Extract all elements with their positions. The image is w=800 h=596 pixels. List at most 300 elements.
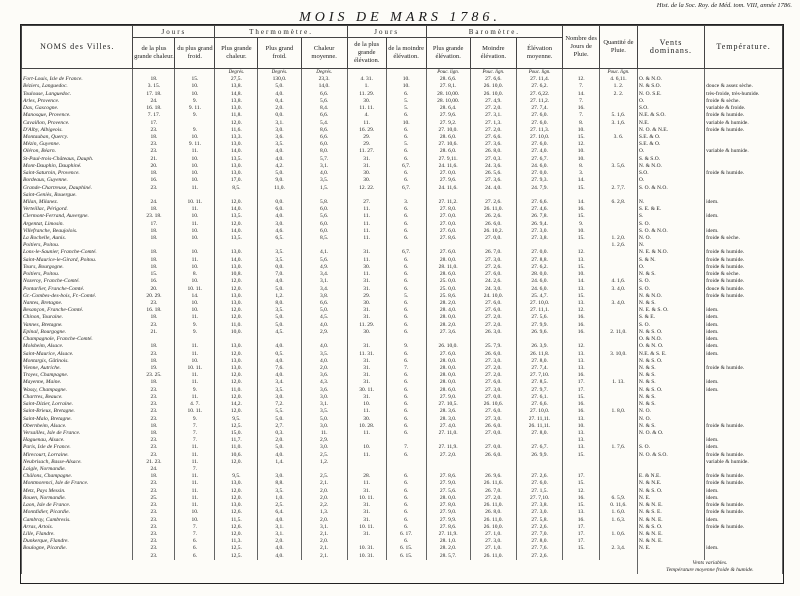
unit-degres: Degrés. (301, 69, 347, 77)
rain-quantity (600, 437, 638, 444)
winds: N. & S. (637, 271, 704, 278)
day-coldest: 14. (175, 293, 215, 300)
unit-degres: Degrés. (258, 69, 301, 77)
day-baro-low: 5. (386, 105, 426, 112)
rain-quantity (600, 423, 638, 430)
therm-min: 3,1. (258, 531, 301, 538)
baro-mean: 27. 9,3. (516, 177, 562, 184)
winds: N. O. (637, 235, 704, 242)
day-baro-low: 6. (386, 495, 426, 502)
day-coldest: 10. (175, 177, 215, 184)
table-row (22, 379, 783, 386)
city-name: Mirecourt, Lorraine. (22, 452, 133, 459)
table-row (22, 235, 783, 242)
day-hottest: 24. (133, 98, 175, 105)
baro-min: 24. 3,0. (470, 286, 516, 293)
day-coldest: 7. (175, 524, 215, 531)
rain-days: 16. (563, 401, 600, 408)
therm-mean: 1,2. (301, 459, 347, 466)
rain-quantity (600, 170, 638, 177)
baro-min: 26. 11,0. (470, 517, 516, 524)
temperature-desc: froide & humide. (705, 509, 783, 516)
table-row (22, 430, 783, 437)
rain-quantity (600, 358, 638, 365)
winds (637, 437, 704, 444)
temperature-desc (705, 206, 783, 213)
winds: N. & N. E. (637, 517, 704, 524)
day-baro-low: 6. (386, 517, 426, 524)
therm-max (215, 192, 258, 199)
day-coldest: 7. (175, 531, 215, 538)
day-hottest: 23. (133, 141, 175, 148)
temperature-desc (705, 538, 783, 545)
therm-mean: 3,1. (301, 163, 347, 170)
table-row (22, 322, 783, 329)
baro-mean: 27. 6,1. (516, 394, 562, 401)
unit-pouc-lign: Pouc. lign. (516, 69, 562, 77)
therm-mean: 8,5. (301, 235, 347, 242)
rain-quantity (600, 538, 638, 545)
day-baro-low: 6. (386, 148, 426, 155)
therm-min: 6,5. (258, 235, 301, 242)
rain-days (563, 466, 600, 473)
table-row (22, 141, 783, 148)
footer-vents: Vents variables. (637, 560, 782, 567)
therm-mean: 2,0. (301, 538, 347, 545)
rain-quantity: 3. 1,6. (600, 120, 638, 127)
baro-min: 27. 6,0. (470, 408, 516, 415)
day-baro-high: 11. 27. (347, 148, 386, 155)
therm-max: 10,6. (215, 452, 258, 459)
day-coldest: 11. (175, 488, 215, 495)
therm-min: 4,6. (258, 228, 301, 235)
winds: N. (637, 199, 704, 206)
baro-min (470, 242, 516, 249)
therm-mean: 3,8. (301, 293, 347, 300)
rain-days: 12. (563, 249, 600, 256)
baro-max: 28. 4,0. (426, 307, 470, 314)
baro-max: 28. 10,00. (426, 91, 470, 98)
baro-max: 27. 9,11. (426, 156, 470, 163)
rain-quantity (600, 416, 638, 423)
winds: N. E. & S. O. (637, 307, 704, 314)
header-therm-plus-froid: Plus grand froid. (258, 38, 301, 69)
therm-min: 4,0. (258, 452, 301, 459)
table-row (22, 105, 783, 112)
therm-min: 4,0. (258, 213, 301, 220)
day-baro-high: 31. (347, 156, 386, 163)
day-baro-high (347, 437, 386, 444)
day-hottest: 16. 18. (133, 307, 175, 314)
baro-min: 27. 3,6. (470, 141, 516, 148)
therm-mean: 2,9. (301, 329, 347, 336)
rain-quantity (600, 336, 638, 343)
footer-row (22, 567, 783, 574)
day-coldest: 6. (175, 553, 215, 560)
day-hottest: 18. (133, 249, 175, 256)
winds: O. & N.O. (637, 336, 704, 343)
running-head: Hist. de la Soc. Roy. de Méd. tom. VIII, année 1786. (656, 2, 792, 9)
baro-min: 26. 11,0. (470, 553, 516, 560)
baro-mean: 26. 3,9. (516, 343, 562, 350)
day-baro-low: 6. (386, 408, 426, 415)
table-row (22, 408, 783, 415)
therm-min (258, 242, 301, 249)
baro-mean: 27. 0,0. (516, 170, 562, 177)
therm-max: 11,0. (215, 387, 258, 394)
day-hottest: 3. 15. (133, 83, 175, 90)
header-noms: NOMS des Villes. (22, 26, 133, 69)
day-coldest: 10. (175, 278, 215, 285)
therm-max (215, 336, 258, 343)
header-quantite-pluie: Quantité de Pluie. (600, 26, 638, 69)
day-hottest: 18. (133, 170, 175, 177)
rain-quantity (600, 387, 638, 394)
day-baro-high: 12. 22. (347, 185, 386, 192)
therm-min (258, 466, 301, 473)
day-coldest: 11. (175, 314, 215, 321)
baro-mean: 27. 3,0. (516, 509, 562, 516)
baro-min: 27. 2,6. (470, 264, 516, 271)
therm-max: 13,8. (215, 83, 258, 90)
therm-max: 11,5. (215, 517, 258, 524)
therm-min: 3,4. (258, 379, 301, 386)
baro-mean: 26. 9,9. (516, 452, 562, 459)
baro-max: 27. 9,2. (426, 120, 470, 127)
baro-max: 27. 11,9. (426, 444, 470, 451)
header-temperature: Température. (705, 26, 783, 69)
baro-max: 28. 6,0. (426, 387, 470, 394)
therm-min: 1,0. (258, 495, 301, 502)
temperature-desc: froide & humide. (705, 293, 783, 300)
therm-min: 3,1. (258, 120, 301, 127)
baro-mean: 25. 4,7. (516, 293, 562, 300)
baro-min: 26. 7,0. (470, 488, 516, 495)
day-baro-high (347, 459, 386, 466)
table-row (22, 502, 783, 509)
baro-min: 27. 3,0. (470, 257, 516, 264)
baro-mean: 27. 2,6. (516, 473, 562, 480)
city-name: Montargis, Gâtinois. (22, 358, 133, 365)
table-row (22, 480, 783, 487)
baro-mean: 27. 8,0. (516, 430, 562, 437)
rain-days: 15. (563, 545, 600, 552)
rain-days: 12. (563, 343, 600, 350)
city-name: Grande-Chartreuse, Dauphiné. (22, 185, 133, 192)
rain-days: 15. (563, 134, 600, 141)
baro-min: 27. 3,0. (470, 358, 516, 365)
baro-max (426, 336, 470, 343)
therm-min: 3,6. (258, 134, 301, 141)
rain-quantity (600, 148, 638, 155)
day-coldest (175, 336, 215, 343)
rain-days: 10. (563, 271, 600, 278)
baro-mean: 27. 3,8. (516, 502, 562, 509)
day-baro-high: 31. (347, 379, 386, 386)
rain-quantity (600, 372, 638, 379)
therm-min: 11,0. (258, 185, 301, 192)
baro-max: 28. 0,0. (426, 358, 470, 365)
baro-max: 28. 0,0. (426, 372, 470, 379)
day-baro-high: 31. (347, 394, 386, 401)
day-baro-low: 7. (386, 365, 426, 372)
therm-max: 13,0. (215, 502, 258, 509)
therm-mean: 2,5. (301, 473, 347, 480)
day-baro-low: 6. (386, 379, 426, 386)
baro-mean: 24. 6,0. (516, 278, 562, 285)
page-title: MOIS DE MARS 1786. (299, 10, 501, 25)
therm-min: 8,8. (258, 480, 301, 487)
table-row (22, 358, 783, 365)
baro-min: 27. 6,0. (470, 300, 516, 307)
baro-min: 27. 3,6. (470, 177, 516, 184)
table-row (22, 423, 783, 430)
baro-min: 27. 2,0. (470, 372, 516, 379)
baro-mean: 27. 7,4. (516, 365, 562, 372)
day-hottest: 23. 18. (133, 213, 175, 220)
baro-max: 27. 6,0. (426, 249, 470, 256)
rain-days: 14. (563, 278, 600, 285)
day-baro-high: 16. 29. (347, 127, 386, 134)
day-hottest: 18. (133, 379, 175, 386)
therm-max: 14,8. (215, 91, 258, 98)
day-baro-high: 30. (347, 170, 386, 177)
rain-days: 13. (563, 257, 600, 264)
winds: S. O. (637, 278, 704, 285)
baro-min: 27. 1,0. (470, 545, 516, 552)
therm-mean: 6,6. (301, 112, 347, 119)
therm-min: 7,0. (258, 271, 301, 278)
temperature-desc: idem. (705, 444, 783, 451)
rain-quantity: 3. 5,6. (600, 163, 638, 170)
header-chaleur-moyenne: Chaleur moyenne. (301, 38, 347, 69)
temperature-desc: froide & humide. (705, 365, 783, 372)
baro-min: 26. 8,0. (470, 509, 516, 516)
city-name: Metz, Pays Messin. (22, 488, 133, 495)
winds: S. O. (637, 322, 704, 329)
baro-max: 28. 6,0. (426, 271, 470, 278)
rain-quantity: 4. 6,11. (600, 76, 638, 83)
rain-days: 13. (563, 430, 600, 437)
day-baro-low: 6. (386, 235, 426, 242)
day-baro-low: 6. (386, 416, 426, 423)
baro-mean: 27. 7,10. (516, 495, 562, 502)
therm-min: 4,0. (258, 278, 301, 285)
rain-days: 13. (563, 351, 600, 358)
day-baro-high: 31. (347, 517, 386, 524)
temperature-desc (705, 394, 783, 401)
temperature-desc: idem. (705, 307, 783, 314)
therm-max: 12,6. (215, 509, 258, 516)
baro-min: 27. 6,0. (470, 271, 516, 278)
therm-max: 12,0. (215, 199, 258, 206)
therm-min: 0,0. (258, 199, 301, 206)
winds: N. O. & N.E. (637, 127, 704, 134)
day-baro-low: 6,7. (386, 249, 426, 256)
baro-mean: 27. 11,11. (516, 416, 562, 423)
winds: S.O. (637, 170, 704, 177)
day-baro-low (386, 459, 426, 466)
day-coldest: 11. (175, 502, 215, 509)
temperature-desc (705, 156, 783, 163)
header-nombre-pluie: Nombre des Jours de Pluie. (563, 26, 600, 69)
baro-mean: 27. 11,1. (516, 307, 562, 314)
header-jours-temp: Jours (133, 26, 215, 38)
therm-min: 3,0. (258, 221, 301, 228)
therm-min: 7,2. (258, 401, 301, 408)
therm-mean (301, 242, 347, 249)
therm-max: 13,5. (215, 213, 258, 220)
rain-days: 15. (563, 452, 600, 459)
baro-min: 26. 11,6. (470, 480, 516, 487)
winds: O. (637, 177, 704, 184)
day-coldest: 11. (175, 185, 215, 192)
city-name: Arras, Artois. (22, 524, 133, 531)
therm-min (258, 336, 301, 343)
table-row (22, 437, 783, 444)
therm-max: 14,2. (215, 401, 258, 408)
day-coldest: 10. (175, 300, 215, 307)
city-name: Clermont-Ferrand, Auvergne. (22, 213, 133, 220)
baro-max: 27. 5,6. (426, 488, 470, 495)
table-row (22, 257, 783, 264)
therm-min: 4,0. (258, 517, 301, 524)
day-hottest (133, 192, 175, 199)
city-name: Montmorenci, Isle de France. (22, 480, 133, 487)
baro-max: 28. 5,7. (426, 553, 470, 560)
table-row (22, 553, 783, 560)
rain-quantity: 1. 2,0. (600, 235, 638, 242)
header-jour-moindre-elevation: de la moindre élévation. (386, 38, 426, 69)
rain-days: 15. (563, 502, 600, 509)
therm-mean: 4,0. (301, 170, 347, 177)
temperature-desc: froide & humide. (705, 249, 783, 256)
baro-max (426, 437, 470, 444)
city-name: Saint-Geniès, Rouergue. (22, 192, 133, 199)
day-baro-high: 30. (347, 177, 386, 184)
therm-min: 5,5. (258, 408, 301, 415)
therm-max: 12,0. (215, 286, 258, 293)
therm-max: 13,3. (215, 134, 258, 141)
day-hottest: 25. (133, 495, 175, 502)
winds: S. O. (637, 221, 704, 228)
header-baro-plus: Plus grande élévation. (426, 38, 470, 69)
winds: N. & S. O. (637, 524, 704, 531)
city-name: La Rochelle, Aunis. (22, 235, 133, 242)
day-baro-high: 11. 11. (347, 105, 386, 112)
winds: O. (637, 264, 704, 271)
baro-max: 27. 9,0. (426, 480, 470, 487)
day-baro-high: 30. (347, 416, 386, 423)
day-baro-high: 10. (347, 401, 386, 408)
rain-days: 3. (563, 170, 600, 177)
therm-max: 12,0. (215, 408, 258, 415)
therm-max: 13,0. (215, 141, 258, 148)
temperature-desc: idem. (705, 545, 783, 552)
day-hottest: 23. (133, 127, 175, 134)
day-hottest: 15. (133, 271, 175, 278)
therm-mean: 5,0. (301, 416, 347, 423)
therm-max: 12,0. (215, 531, 258, 538)
therm-min: 5,0. (258, 314, 301, 321)
winds: N. & N. E. (637, 531, 704, 538)
winds: S.E. & O. (637, 134, 704, 141)
day-baro-low: 6. (386, 286, 426, 293)
baro-mean: 27. 5,8. (516, 517, 562, 524)
rain-quantity (600, 293, 638, 300)
day-hottest: 23. (133, 517, 175, 524)
therm-min: 3,5. (258, 249, 301, 256)
units-row (22, 69, 783, 77)
city-name: Poitiers, Poitou. (22, 242, 133, 249)
day-baro-high: 31. (347, 343, 386, 350)
day-baro-low: 6. (386, 221, 426, 228)
table-row (22, 213, 783, 220)
baro-max: 28. 1,0. (426, 538, 470, 545)
therm-mean: 4,9. (301, 264, 347, 271)
rain-days: 7. (563, 112, 600, 119)
winds (637, 192, 704, 199)
baro-min: 27. 6,0. (470, 307, 516, 314)
therm-mean (301, 466, 347, 473)
therm-mean: 5,4. (301, 120, 347, 127)
winds: N. E. (637, 495, 704, 502)
day-hottest: 21. (133, 329, 175, 336)
table-row (22, 112, 783, 119)
baro-max: 24. 11,6. (426, 163, 470, 170)
city-name: Montauban, Quercy. (22, 134, 133, 141)
rain-days (563, 553, 600, 560)
therm-mean: 8,0. (301, 148, 347, 155)
therm-max: 14,0. (215, 257, 258, 264)
city-name: Mont-Dauphin, Dauphiné. (22, 163, 133, 170)
rain-days (563, 459, 600, 466)
winds: N. & S. (637, 401, 704, 408)
rain-days: 15. (563, 213, 600, 220)
day-baro-high: 11. (347, 235, 386, 242)
therm-max: 13,0. (215, 343, 258, 350)
baro-min: 27. 2,0. (470, 127, 516, 134)
baro-mean: 27. 6,7. (516, 444, 562, 451)
therm-min: 3,0. (258, 473, 301, 480)
baro-min: 24. 3,6. (470, 163, 516, 170)
rain-days: 12. (563, 307, 600, 314)
temperature-desc: froide & humide. (705, 127, 783, 134)
rain-days: 15. (563, 235, 600, 242)
winds: O. (637, 98, 704, 105)
city-name: Chartres, Beauce. (22, 394, 133, 401)
day-baro-low: 6. 17. (386, 531, 426, 538)
city-name: Chinon, Touraine. (22, 314, 133, 321)
day-coldest: 9. 11. (175, 141, 215, 148)
baro-max: 27. 8,6. (426, 235, 470, 242)
day-hottest: 16. (133, 177, 175, 184)
header-baro-moyenne: Élévation moyenne. (516, 38, 562, 69)
therm-max: 11,8. (215, 112, 258, 119)
therm-max: 13,0. (215, 365, 258, 372)
day-coldest: 10. (175, 249, 215, 256)
baro-max: 25. 0,0. (426, 278, 470, 285)
baro-max: 27. 0,0. (426, 213, 470, 220)
therm-min: 4,0. (258, 545, 301, 552)
rain-days: 17. (563, 531, 600, 538)
day-hottest: 23. (133, 401, 175, 408)
day-baro-high: 10. 31. (347, 545, 386, 552)
baro-mean (516, 336, 562, 343)
table-row (22, 83, 783, 90)
city-name: Saint-Maurice-le-Girard, Poitou. (22, 257, 133, 264)
table-row (22, 524, 783, 531)
